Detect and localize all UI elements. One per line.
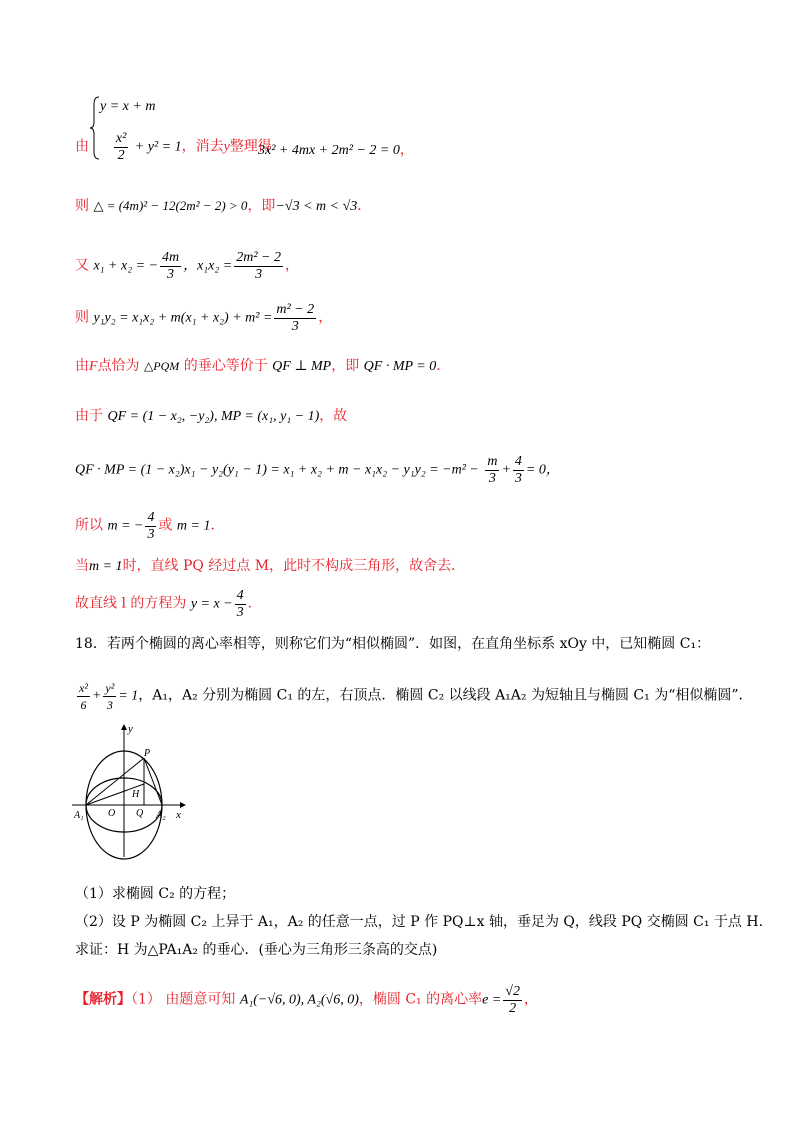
label-o: O <box>108 808 116 819</box>
discriminant-line: 则 △ = (4m)² − 12(2m² − 2) > 0，即−√3 < m < √3． <box>75 198 372 214</box>
label-x: x <box>176 809 181 821</box>
ellipse-figure <box>72 722 192 862</box>
label-y: y <box>128 723 133 735</box>
system-eq-1: y = x + m <box>100 99 156 114</box>
dot-product-eq: QF · MP = (1 − x₂)x₁ − y₂(y₁ − 1) = x₁ + x₂ + m − x₁x₂ − y₁y₂ = −m² − $\frac{m}{3}$ + $\frac{4}{3}$ = 0， <box>75 454 560 486</box>
question-2: （2）设 P 为椭圆 C₂ 上异于 A₁，A₂ 的任意一点，过 P 作 PQ⊥x 轴，垂足为 Q，线段 PQ 交椭圆 C₁ 于点 H. <box>75 914 764 930</box>
y1y2-line: 则 y₁y₂ = x₁x₂ + m(x₁ + x₂) + m² = $\frac{\text{m² − 2}}{3}$ ， <box>75 302 333 334</box>
vieta-line: 又 x₁ + x₂ = − $\frac{4m}{3}$ ，x₁x₂ = $\frac{\text{2m² − 2}}{3}$ ， <box>75 250 299 282</box>
problem-18-intro: 18．若两个椭圆的离心率相等，则称它们为“相似椭圆”．如图，在直角坐标系 xOy 中，已知椭圆 C₁： <box>75 636 711 652</box>
solution-part-1: 【解析】（1） 由题意可知 A₁(−√6, 0), A₂(√6, 0)，椭圆 C₁ 的离心率e = $\frac{√2}{2}$ ， <box>75 984 538 1016</box>
label-h: H <box>132 789 140 800</box>
vectors-line: 由于 QF = (1 − x₂, −y₂), MP = (x₁, y₁ − 1)，故 <box>75 408 348 424</box>
y-axis-arrow-icon <box>121 724 127 730</box>
quadratic-eq: 3x² + 4mx + 2m² − 2 = 0， <box>258 142 414 158</box>
segment-a2-p <box>144 758 162 805</box>
label-a1: A₁ <box>74 810 84 821</box>
system-line: 由 $\frac{\text{x²}}{2}$ + y² = 1，消去y整理得 <box>75 131 272 163</box>
problem-18-ellipse: $\frac{\text{x²}}{6}$ + $\frac{\text{y²}}{3}$ = 1，A₁，A₂ 分别为椭圆 C₁ 的左，右顶点．椭圆 C₂ 以线段 A₁A₂ 为短轴且与椭圆 C₁ 为“相似椭圆”． <box>79 681 753 712</box>
question-2-prove: 求证：H 为△PA₁A₂ 的垂心．(垂心为三角形三条高的交点) <box>75 942 438 958</box>
orthocenter-line: 由F点恰为 △PQM 的垂心等价于 QF ⊥ MP，即 QF · MP = 0． <box>75 358 451 374</box>
label-a2: A₂ <box>156 810 166 821</box>
m-values-line: 所以 m = − $\frac{4}{3}$ 或 m = 1． <box>75 510 225 542</box>
question-1: （1）求椭圆 C₂ 的方程； <box>75 886 236 902</box>
line-l-equation: 故直线 l 的方程为 y = x − $\frac{4}{3}$ ． <box>75 588 262 620</box>
label-q: Q <box>136 808 144 819</box>
label-p: P <box>144 748 151 759</box>
x-axis-arrow-icon <box>180 802 186 808</box>
discard-line: 当m = 1时，直线 PQ 经过点 M，此时不构成三角形，故舍去． <box>75 558 466 574</box>
